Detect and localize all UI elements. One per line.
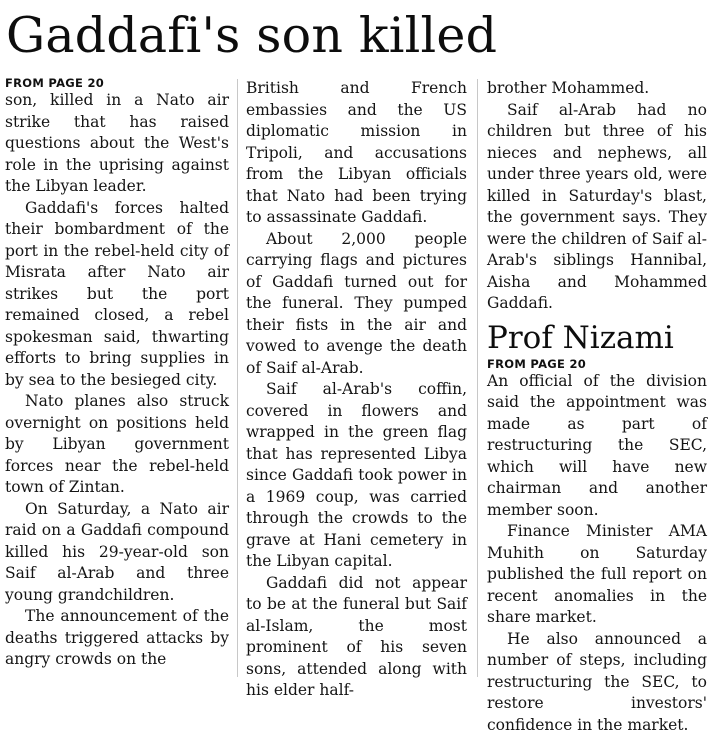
kicker: FROM PAGE 20 [487, 357, 707, 371]
kicker: FROM PAGE 20 [5, 76, 229, 90]
paragraph: Nato planes also struck overnight on positions held by Libyan government forces near the rebel-held town of Zintan. [5, 391, 229, 499]
column-1 [5, 76, 229, 671]
paragraph: Gaddafi did not appear to be at the funeral but Saif al-Islam, the most prominent of his seven sons, attended along with his elder half- [246, 573, 467, 702]
column-rule [477, 79, 478, 677]
column-3 [487, 78, 707, 736]
paragraph: On Saturday, a Nato air raid on a Gaddafi compound killed his 29-year-old son Saif al-Arab and three young grandchildren. [5, 499, 229, 607]
subheadline: Prof Nizami [487, 319, 707, 357]
paragraph: Saif al-Arab had no children but three of his nieces and nephews, all under three years old, were killed in Saturday's blast, the government says. They were the children of Saif al-Arab's siblings Hannibal, Aisha and Mohammed Gaddafi. [487, 100, 707, 315]
headline: Gaddafi's son killed [6, 4, 497, 68]
paragraph: Finance Minister AMA Muhith on Saturday published the full report on recent anomalies in the share market. [487, 521, 707, 629]
paragraph: brother Mohammed. [487, 78, 707, 100]
paragraph: Gaddafi's forces halted their bombardment of the port in the rebel-held city of Misrata after Nato air strikes but the port remained closed, a rebel spokesman said, thwarting efforts to bring supplies in by sea to the besieged city. [5, 198, 229, 392]
paragraph: son, killed in a Nato air strike that has raised questions about the West's role in the uprising against the Libyan leader. [5, 90, 229, 198]
paragraph: He also announced a number of steps, including restructuring the SEC, to restore investors' confidence in the market. [487, 629, 707, 736]
column-rule [237, 79, 238, 677]
paragraph: British and French embassies and the US diplomatic mission in Tripoli, and accusations from the Libyan officials that Nato had been trying to assassinate Gaddafi. [246, 78, 467, 229]
paragraph: About 2,000 people carrying flags and pictures of Gaddafi turned out for the funeral. They pumped their fists in the air and vowed to avenge the death of Saif al-Arab. [246, 229, 467, 380]
paragraph: Saif al-Arab's coffin, covered in flowers and wrapped in the green flag that has represented Libya since Gaddafi took power in a 1969 coup, was carried through the crowds to the grave at Hani cemetery in the Libyan capital. [246, 379, 467, 573]
column-2 [246, 78, 467, 702]
paragraph: The announcement of the deaths triggered attacks by angry crowds on the [5, 606, 229, 671]
paragraph: An official of the division said the appointment was made as part of restructuring the SEC, which will have new chairman and another member soon. [487, 371, 707, 522]
